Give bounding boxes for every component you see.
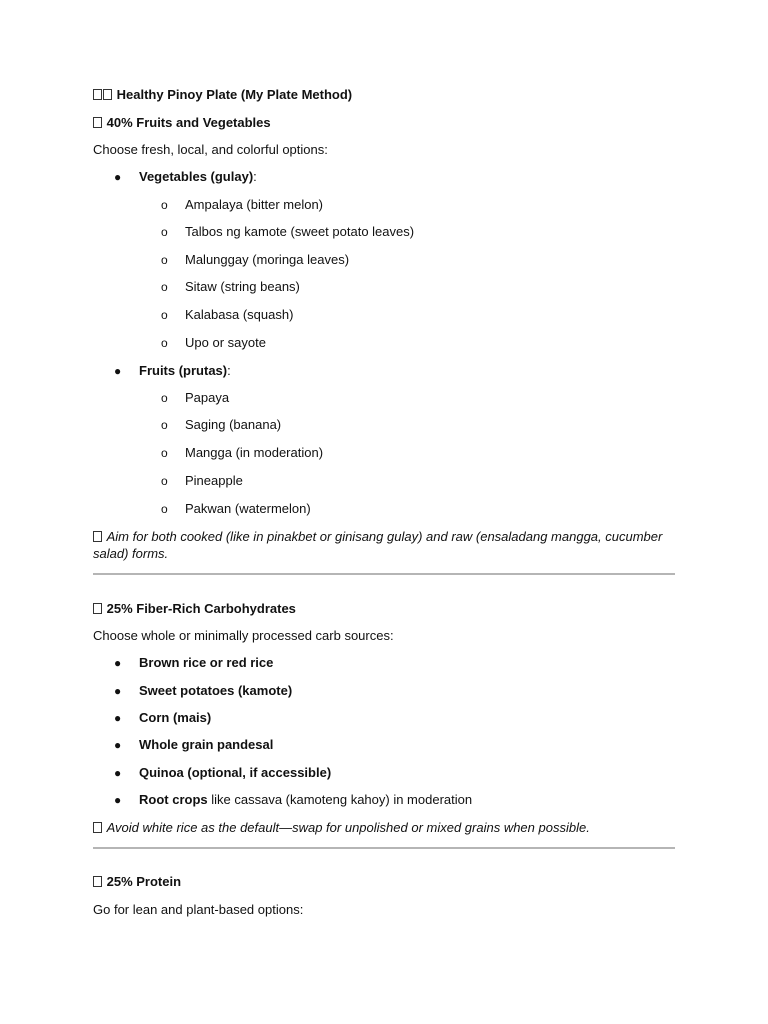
bullet-icon: ● (114, 656, 122, 670)
bullet-icon: ● (114, 170, 122, 184)
tip-icon (93, 822, 102, 833)
circle-bullet-icon: o (161, 446, 168, 460)
tip-note: Aim for both cooked (like in pinakbet or ginisang gulay) and raw (ensaladang mangga, cucumber salad) forms. (93, 529, 663, 561)
plate-icon (103, 89, 112, 100)
section-heading-carbohydrates: 25% Fiber-Rich Carbohydrates (93, 601, 296, 617)
document-title: Healthy Pinoy Plate (My Plate Method) (93, 87, 352, 103)
circle-bullet-icon: o (161, 198, 168, 212)
section-divider (93, 847, 675, 849)
section-heading-fruits-vegetables: 40% Fruits and Vegetables (93, 115, 271, 131)
circle-bullet-icon: o (161, 391, 168, 405)
plate-icon (93, 89, 102, 100)
circle-bullet-icon: o (161, 474, 168, 488)
circle-bullet-icon: o (161, 336, 168, 350)
circle-bullet-icon: o (161, 280, 168, 294)
circle-bullet-icon: o (161, 225, 168, 239)
protein-icon (93, 876, 102, 887)
circle-bullet-icon: o (161, 253, 168, 267)
vegetables-icon (93, 117, 102, 128)
bullet-icon: ● (114, 364, 122, 378)
bullet-icon: ● (114, 684, 122, 698)
bullet-icon: ● (114, 738, 122, 752)
bullet-icon: ● (114, 793, 122, 807)
section-divider (93, 573, 675, 575)
tip-icon (93, 531, 102, 542)
bullet-icon: ● (114, 711, 122, 725)
section-intro: Choose whole or minimally processed carb sources: (93, 628, 394, 643)
circle-bullet-icon: o (161, 418, 168, 432)
tip-note: Avoid white rice as the default—swap for unpolished or mixed grains when possible. (93, 820, 590, 836)
section-intro: Choose fresh, local, and colorful options: (93, 142, 328, 157)
circle-bullet-icon: o (161, 308, 168, 322)
grain-icon (93, 603, 102, 614)
section-intro: Go for lean and plant-based options: (93, 902, 304, 917)
section-heading-protein: 25% Protein (93, 874, 181, 890)
bullet-icon: ● (114, 766, 122, 780)
circle-bullet-icon: o (161, 502, 168, 516)
